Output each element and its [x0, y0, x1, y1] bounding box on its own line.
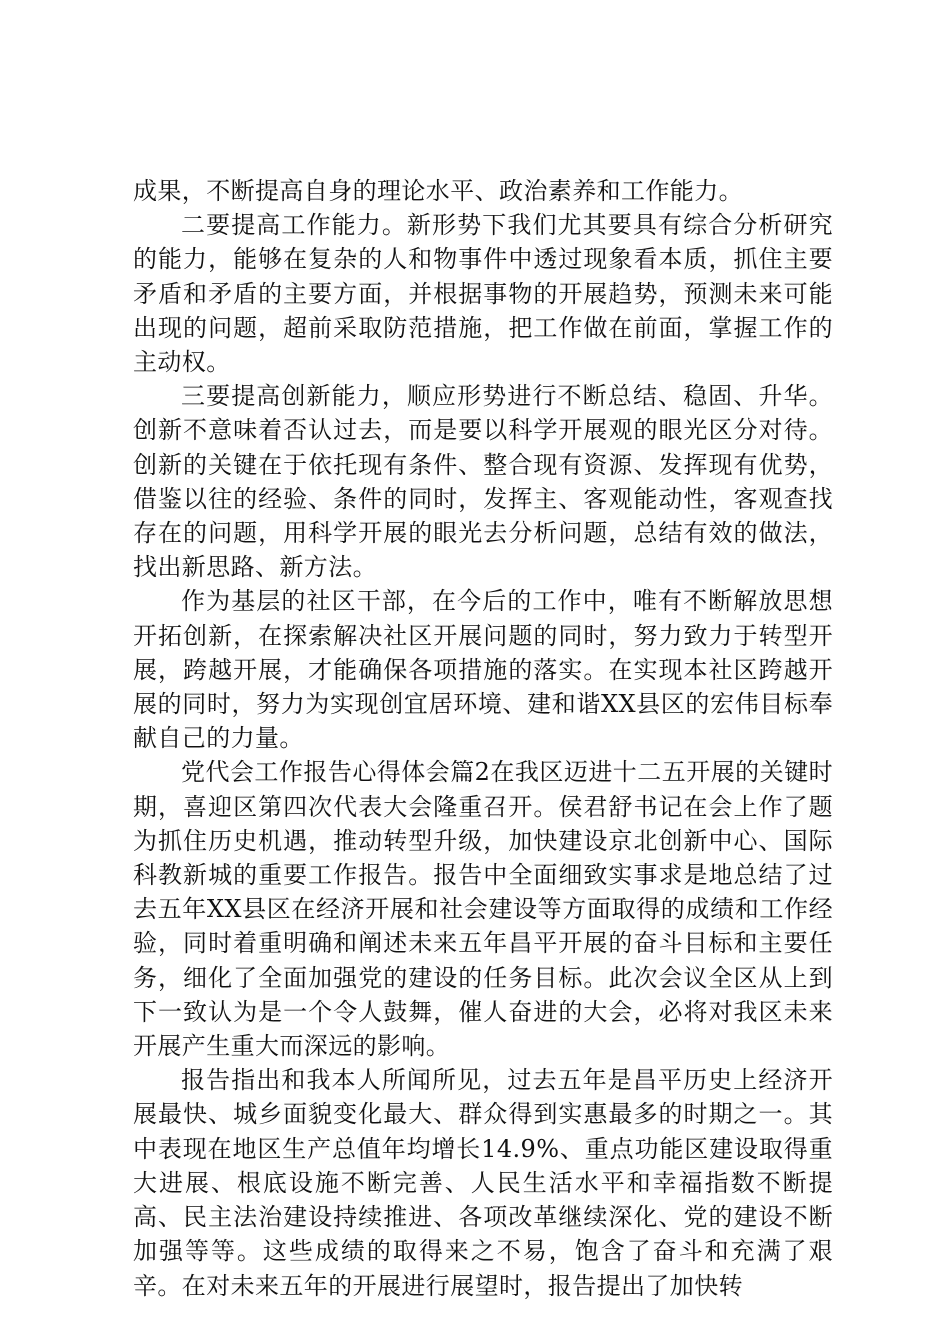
- paragraph-report-findings: 报告指出和我本人所闻所见，过去五年是昌平历史上经济开展最快、城乡面貌变化最大、群众得到实惠最多的时期之一。其中表现在地区生产总值年均增长14.9%、重点功能区建设取得重大进展、根底设施不断完善、人民生活水平和幸福指数不断提高、民主法治建设持续推进、各项改革继续深化、党的建设不断加强等等。这些成绩的取得来之不易，饱含了奋斗和充满了艰辛。在对未来五年的开展进行展望时，报告提出了加快转: [133, 1066, 833, 1300]
- paragraph-innovation-ability: 三要提高创新能力，顺应形势进行不断总结、稳固、升华。创新不意味着否认过去，而是要以科学开展观的眼光区分对待。创新的关键在于依托现有条件、整合现有资源、发挥现有优势，借鉴以往的经验、条件的同时，发挥主、客观能动性，客观查找存在的问题，用科学开展的眼光去分析问题，总结有效的做法，找出新思路、新方法。: [133, 382, 833, 582]
- document-body: [133, 174, 833, 1303]
- paragraph-continuation: 成果，不断提高自身的理论水平、政治素养和工作能力。: [133, 177, 743, 205]
- paragraph-work-ability: 二要提高工作能力。新形势下我们尤其要具有综合分析研究的能力，能够在复杂的人和物事件中透过现象看本质，抓住主要矛盾和矛盾的主要方面，并根据事物的开展趋势，预测未来可能出现的问题，超前采取防范措施，把工作做在前面，掌握工作的主动权。: [133, 211, 833, 377]
- paragraph-party-congress-report: 党代会工作报告心得体会篇2在我区迈进十二五开展的关键时期，喜迎区第四次代表大会隆重召开。侯君舒书记在会上作了题为抓住历史机遇，推动转型升级，加快建设京北创新中心、国际科教新城的重要工作报告。报告中全面细致实事求是地总结了过去五年XX县区在经济开展和社会建设等方面取得的成绩和工作经验，同时着重明确和阐述未来五年昌平开展的奋斗目标和主要任务，细化了全面加强党的建设的任务目标。此次会议全区从上到下一致认为是一个令人鼓舞，催人奋进的大会，必将对我区未来开展产生重大而深远的影响。: [133, 758, 833, 1061]
- paragraph-community-cadre: 作为基层的社区干部，在今后的工作中，唯有不断解放思想开拓创新，在探索解决社区开展问题的同时，努力致力于转型开展，跨越开展，才能确保各项措施的落实。在实现本社区跨越开展的同时，努力为实现创宜居环境、建和谐XX县区的宏伟目标奉献自己的力量。: [133, 587, 833, 753]
